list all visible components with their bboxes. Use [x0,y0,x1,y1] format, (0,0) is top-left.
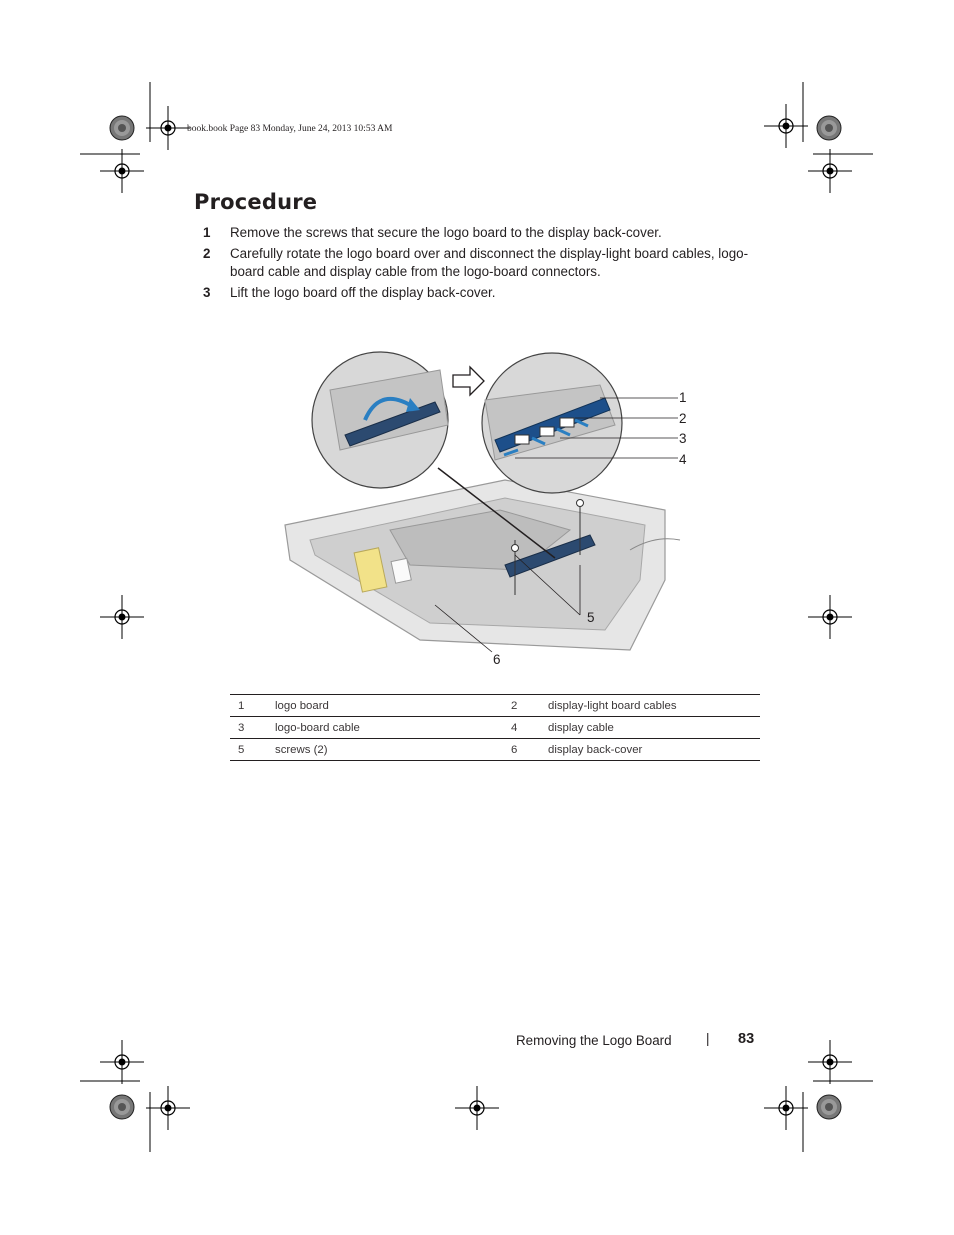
crosshair-mark-icon [808,595,852,639]
footer-section-title: Removing the Logo Board [516,1033,672,1048]
starburst-mark-icon [110,116,134,140]
crosshair-mark-icon [455,1086,499,1130]
page-number: 83 [738,1031,755,1047]
callout-2: 2 [679,411,687,426]
starburst-mark-icon [817,1095,841,1119]
step-text: Lift the logo board off the display back-cover. [230,285,496,300]
footer-separator: | [706,1031,710,1046]
procedure-steps [190,224,770,305]
crosshair-mark-icon [808,149,852,193]
legend-number: 1 [230,695,275,717]
step-number: 3 [203,285,211,300]
legend-label: screws (2) [275,739,503,761]
crosshair-mark-icon [764,1086,808,1130]
print-header: book.book Page 83 Monday, June 24, 2013 10:53 AM [187,124,393,134]
callout-1: 1 [679,390,687,405]
starburst-mark-icon [817,116,841,140]
legend-label: display back-cover [548,739,760,761]
legend-number: 6 [503,739,548,761]
crosshair-mark-icon [100,595,144,639]
table-row [230,739,760,761]
callout-6: 6 [493,652,501,667]
callout-4: 4 [679,452,687,467]
legend-label: logo board [275,695,503,717]
crosshair-mark-icon [100,1040,144,1084]
callout-legend-table [230,694,760,761]
step-number: 2 [203,246,211,261]
callout-5: 5 [587,610,595,625]
procedure-step [190,284,770,302]
crosshair-mark-icon [146,1086,190,1130]
procedure-step [190,245,770,281]
logo-board-illustration [270,340,710,680]
legend-label: logo-board cable [275,717,503,739]
legend-number: 3 [230,717,275,739]
callout-3: 3 [679,431,687,446]
crosshair-mark-icon [146,106,190,150]
legend-number: 2 [503,695,548,717]
legend-number: 5 [230,739,275,761]
page-heading: Procedure [194,190,318,214]
legend-number: 4 [503,717,548,739]
starburst-mark-icon [110,1095,134,1119]
procedure-step [190,224,770,242]
crosshair-mark-icon [808,1040,852,1084]
illustration-drawing [270,340,710,680]
legend-label: display cable [548,717,760,739]
legend-label: display-light board cables [548,695,760,717]
table-row [230,717,760,739]
step-number: 1 [203,225,211,240]
crosshair-mark-icon [764,104,808,148]
step-text: Remove the screws that secure the logo board to the display back-cover. [230,225,662,240]
step-text: Carefully rotate the logo board over and disconnect the display-light board cables, logo-board cable and display cable from the logo-board connectors. [230,246,749,279]
crosshair-mark-icon [100,149,144,193]
table-row [230,695,760,717]
